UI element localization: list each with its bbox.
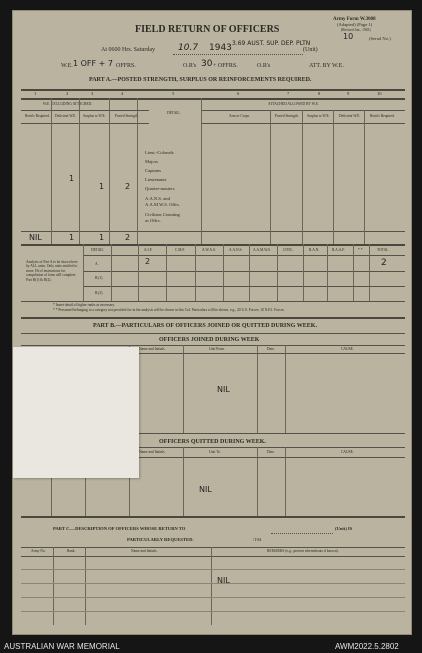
quitted-vline — [257, 447, 258, 516]
col-header-posted-left: Posted Strength. — [115, 114, 139, 118]
total-surplus-value: 1 — [99, 233, 105, 242]
form-title: FIELD RETURN OF OFFICERS — [135, 24, 280, 35]
col-num-5: 5 — [172, 91, 175, 96]
right-group-rule — [201, 110, 405, 111]
joined-title: OFFICERS JOINED DURING WEEK — [159, 337, 260, 343]
part-c-col-name: Name and Initials. — [131, 549, 158, 553]
joined-vline — [257, 345, 258, 433]
part-c-subtitle: PARTICULARLY REQUESTED. — [127, 537, 194, 542]
col-header-reints-right: Rein'ts Required. — [370, 114, 395, 118]
joined-vline — [183, 345, 184, 433]
rank-civilians-cont: as Offrs. — [145, 218, 161, 223]
part-c-vline — [53, 547, 54, 625]
col-header-deficient-right: Deficient W.E. — [339, 114, 361, 118]
analysis-vline — [303, 244, 304, 301]
quitted-vline — [183, 447, 184, 516]
rank-majors: Majors — [145, 159, 159, 164]
left-group-header: W.E. EXCLUDING ATTACHED. — [43, 102, 93, 106]
quitted-title: OFFICERS QUITTED DURING WEEK. — [159, 439, 266, 445]
col-num-7: 7 — [287, 91, 290, 96]
quitted-col-name: Name and Initials. — [139, 450, 166, 454]
army-form-label: Army Form W.3008 — [333, 17, 376, 22]
analysis-bottom-rule — [21, 301, 405, 302]
col-header-deficient-left: Deficient W.E. — [55, 114, 77, 118]
we-label: W.E. — [61, 63, 73, 69]
part-a-vline — [270, 110, 271, 244]
joined-col-date: Date. — [267, 347, 275, 351]
rank-civilians: Civilians Counting — [145, 212, 180, 217]
left-group-rule — [21, 110, 149, 111]
analysis-vline — [369, 244, 370, 301]
form-sheet — [12, 10, 412, 635]
part-c-col-army-no: Army No. — [31, 549, 46, 553]
we-offrs-label: OFFRS. — [116, 63, 136, 69]
right-header-rule — [201, 123, 405, 124]
ors-label: O.R's — [257, 63, 271, 69]
ors-value: 30 — [201, 59, 213, 69]
analysis-header-other: * * — [358, 248, 363, 252]
analysis-vline — [111, 244, 112, 301]
analysis-vline — [327, 244, 328, 301]
analysis-vline — [249, 244, 250, 301]
analysis-vline — [83, 244, 84, 301]
analysis-header-rule — [83, 255, 405, 256]
col-num-3: 3 — [91, 91, 94, 96]
analysis-header-raaf: R.A.A.F. — [332, 248, 345, 252]
rank-lieutenants: Lieutenants — [145, 177, 167, 182]
col-num-1: 1 — [34, 91, 37, 96]
analysis-row-a: A. — [95, 262, 99, 266]
year-value: 1943 — [209, 43, 232, 53]
analysis-row-b1: B.(1) — [95, 276, 103, 280]
col-num-4: 4 — [121, 91, 124, 96]
col-num-9: 9 — [347, 91, 350, 96]
col-header-reints-left: Rein'ts Required. — [25, 114, 50, 118]
part-c-row-rule — [21, 611, 405, 612]
quitted-col-cause: CAUSE. — [341, 450, 354, 454]
plus-offrs-label: + OFFRS. — [213, 63, 238, 69]
analysis-row-rule — [83, 286, 405, 287]
date-unit-line — [173, 54, 303, 55]
quitted-value: NIL — [199, 485, 212, 494]
analysis-aif-value: 2 — [145, 257, 151, 266]
total-deficient-value: 1 — [69, 233, 75, 242]
analysis-vline — [138, 244, 139, 301]
analysis-vline — [223, 244, 224, 301]
analysis-header-total: TOTAL — [377, 248, 389, 252]
part-c-row-rule — [21, 583, 405, 584]
date-value: 10.7 — [178, 43, 199, 53]
pasted-paper-patch — [13, 347, 139, 478]
joined-col-cause: CAUSE. — [341, 347, 354, 351]
analysis-vline — [353, 244, 354, 301]
part-c-header-top-rule — [21, 547, 405, 548]
part-c-value: NIL — [217, 576, 230, 585]
analysis-header-aif: A.I.F. — [144, 248, 153, 252]
analysis-footnote-2: * * Personnel belonging to a category not provided for in the analysis will be shown in this Col. Particulars will be shown, e.g., 20 U.S. Forces; 10 N.E.I. Forces. — [53, 308, 285, 312]
part-a-vline — [302, 110, 303, 244]
part-c-col-rank: Rank. — [67, 549, 76, 553]
analysis-row-rule — [83, 271, 405, 272]
part-a-vline — [51, 98, 52, 244]
part-c-title: PART C.—DESCRIPTION OF OFFICERS WHOSE RETURN TO — [53, 526, 186, 531]
part-c-vline — [85, 547, 86, 625]
analysis-header-cmf: C.M.F. — [175, 248, 185, 252]
analysis-detail-header: DETAIL — [91, 248, 104, 252]
part-a-vline — [109, 98, 110, 244]
serial-number-value: 10 — [343, 32, 354, 41]
detail-header: DETAIL. — [167, 111, 181, 115]
part-c-unit-blank — [271, 533, 333, 534]
col-header-surplus-right: Surplus to W.E. — [307, 114, 330, 118]
part-a-vline — [364, 110, 365, 244]
rank-quarter-masters: Quarter-masters — [145, 186, 175, 191]
part-b-title-rule — [21, 333, 405, 334]
joined-title-rule — [21, 345, 405, 346]
archive-footer — [0, 638, 422, 653]
surplus-value: 1 — [99, 182, 105, 191]
analysis-vline — [166, 244, 167, 301]
we-offrs-value: 1 OFF + 7 — [73, 59, 114, 68]
army-form-revised: (Revised Jan., 1943) — [341, 28, 371, 32]
analysis-header-civil: CIVIL. — [283, 248, 294, 252]
part-a-vline — [137, 98, 138, 244]
analysis-row-b2: B.(2) — [95, 291, 103, 295]
part-a-vline — [333, 110, 334, 244]
col-num-2: 2 — [66, 91, 69, 96]
left-header-rule — [21, 123, 149, 124]
total-reints-value: NIL — [29, 233, 42, 242]
right-group-header: ATTACHED ALLOWED BY W.E. — [268, 102, 319, 106]
serial-number-label: (Serial No.) — [369, 36, 391, 41]
part-c-title-suffix: (Unit) IS — [335, 526, 353, 531]
joined-vline — [285, 345, 286, 433]
rank-aans: A.A.N.S. and — [145, 196, 170, 201]
footer-accession-number: AWM2022.5.2802 — [335, 642, 399, 651]
analysis-header-awas: A.W.A.S. — [202, 248, 216, 252]
unit-value: 3.69 AUST. SUP. DEP. PLTN — [232, 40, 311, 47]
joined-col-name: Name and Initials. — [139, 347, 166, 351]
unit-label: (Unit) — [303, 47, 318, 53]
part-a-vline — [201, 98, 202, 244]
part-c-row-rule — [21, 597, 405, 598]
part-c-vline — [211, 547, 212, 625]
col-header-arm-corps: Arm or Corps. — [229, 114, 250, 118]
part-a-title: PART A.—POSTED STRENGTH, SURPLUS OR REINFORCEMENTS REQUIRED. — [89, 77, 312, 83]
rank-captains: Captains — [145, 168, 162, 173]
quitted-col-date: Date. — [267, 450, 275, 454]
analysis-footnote-1: * Insert detail of higher ranks as necessary. — [53, 303, 115, 307]
col-num-8: 8 — [318, 91, 321, 96]
analysis-note: Analysis of Part A to be shown here by ALL units. Only units entitled to more. Ht of instructions for compilation of form will complete Part B(1) & B(2). — [26, 260, 78, 282]
joined-col-unit: Unit From. — [209, 347, 225, 351]
analysis-header-ran: R.A.N. — [309, 248, 320, 252]
we-ors-label: O.R's — [183, 63, 197, 69]
analysis-header-aans: A.A.N.S. — [229, 248, 243, 252]
date-line-prefix: At 0600 Hrs. Saturday — [101, 47, 155, 53]
part-b-title: PART B.—PARTICULARS OF OFFICERS JOINED OR QUITTED DURING WEEK. — [93, 323, 317, 329]
part-c-col-remarks: REMARKS (e.g., present whereabouts if known). — [267, 549, 339, 553]
analysis-total-value: 2 — [381, 258, 387, 268]
quitted-vline — [285, 447, 286, 516]
analysis-header-aamws: A.A.M.W.S. — [253, 248, 271, 252]
part-b-bottom-rule — [21, 516, 405, 518]
col-num-10: 10 — [377, 91, 382, 96]
rank-lieut-colonels: Lieut.-Colonels — [145, 150, 174, 155]
part-c-row-rule — [21, 569, 405, 570]
rank-aamws: A.A.M.W.S. Offrs. — [145, 202, 180, 207]
analysis-vline — [277, 244, 278, 301]
part-b-top-rule — [21, 317, 405, 319]
col-header-surplus-left: Surplus to W.E. — [83, 114, 106, 118]
footer-institution: AUSTRALIAN WAR MEMORIAL — [4, 642, 120, 651]
part-c-header-rule — [21, 556, 405, 557]
totals-bottom-rule — [21, 244, 405, 246]
deficient-value: 1 — [69, 174, 75, 183]
analysis-vline — [195, 244, 196, 301]
total-posted-value: 2 — [125, 233, 131, 242]
posted-value: 2 — [125, 182, 131, 191]
col-header-posted-right: Posted Strength. — [275, 114, 299, 118]
col-num-6: 6 — [237, 91, 240, 96]
army-form-adapted: (Adapted) (Page 1) — [337, 22, 373, 27]
joined-value: NIL — [217, 385, 230, 394]
att-by-we-label: ATT. BY W.E. — [309, 63, 344, 69]
part-a-vline — [79, 98, 80, 244]
part-c-subtitle-date: /194 — [253, 537, 262, 542]
quitted-col-unit: Unit To. — [209, 450, 221, 454]
